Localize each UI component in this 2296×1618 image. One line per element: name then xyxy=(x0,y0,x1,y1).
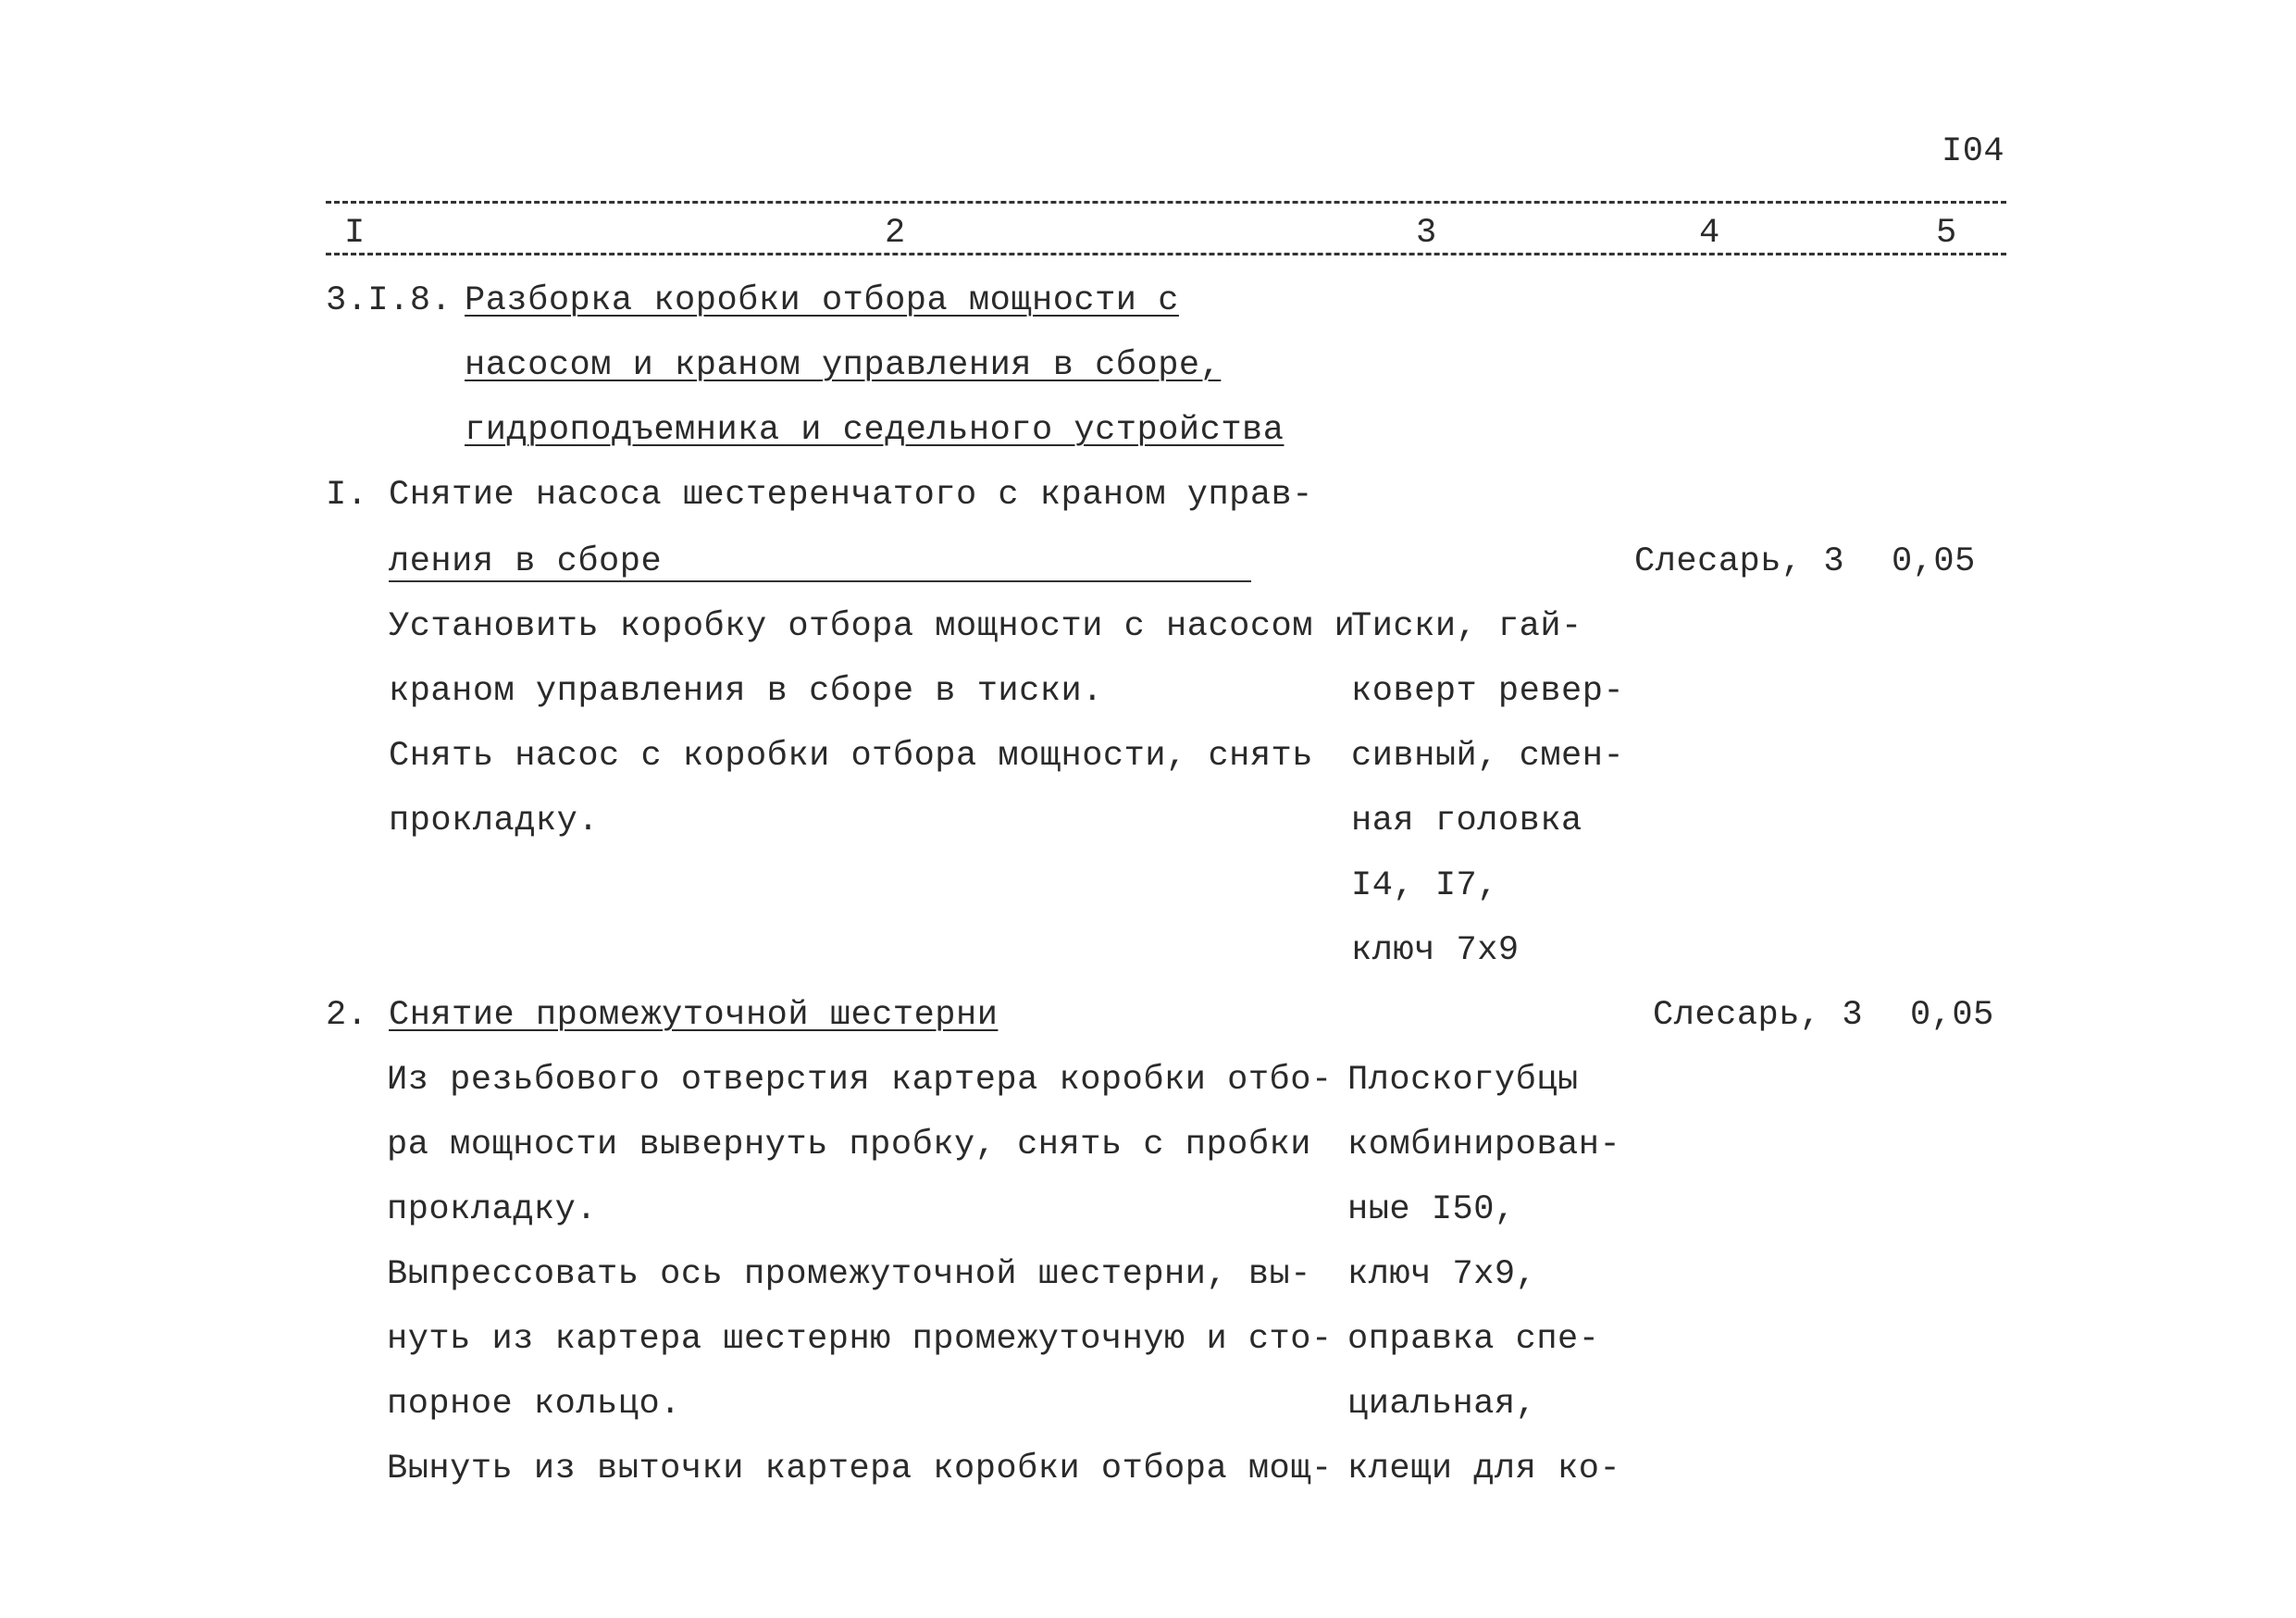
op1-number: I. xyxy=(326,476,368,515)
op1-tools-line-2: коверт ревер- xyxy=(1351,672,1625,711)
header-rule-top xyxy=(326,201,2006,204)
op1-title-underline xyxy=(389,580,1251,582)
op2-text-line-4: Выпрессовать ось промежуточной шестерни, вы- xyxy=(387,1255,1311,1294)
op2-tools-line-7: клещи для ко- xyxy=(1347,1450,1621,1488)
op1-worker: Слесарь, 3 xyxy=(1634,542,1845,581)
op1-text-line-2: краном управления в сборе в тиски. xyxy=(389,672,1103,711)
section-title-line-1: Разборка коробки отбора мощности с xyxy=(465,281,1179,320)
op1-tools-line-3: сивный, смен- xyxy=(1351,737,1625,776)
column-number-5: 5 xyxy=(1936,214,1957,253)
op2-text-line-2: ра мощности вывернуть пробку, снять с пробки xyxy=(387,1126,1311,1164)
op2-tools-line-1: Плоскогубцы xyxy=(1347,1061,1579,1100)
op2-title: Снятие промежуточной шестерни xyxy=(389,996,999,1035)
op1-title-line-1: Снятие насоса шестеренчатого с краном управ- xyxy=(389,476,1313,515)
column-number-4: 4 xyxy=(1699,214,1720,253)
header-rule-bottom xyxy=(326,253,2006,255)
section-title-line-3: гидроподъемника и седельного устройства xyxy=(465,411,1285,450)
op2-worker: Слесарь, 3 xyxy=(1653,996,1864,1035)
op1-tools-line-5: I4, I7, xyxy=(1351,866,1498,905)
op1-text-line-4: прокладку. xyxy=(389,802,600,840)
op2-text-line-5: нуть из картера шестерню промежуточную и сто- xyxy=(387,1320,1333,1359)
column-number-2: 2 xyxy=(885,214,906,253)
section-title-line-2: насосом и краном управления в сборе, xyxy=(465,346,1222,385)
op1-tools-line-4: ная головка xyxy=(1351,802,1582,840)
op2-text-line-7: Вынуть из выточки картера коробки отбора мощ- xyxy=(387,1450,1333,1488)
op2-tools-line-3: ные I50, xyxy=(1347,1190,1516,1229)
op2-tools-line-2: комбинирован- xyxy=(1347,1126,1621,1164)
op2-text-line-1: Из резьбового отверстия картера коробки отбо- xyxy=(387,1061,1333,1100)
page-number: I04 xyxy=(1942,132,2005,171)
op2-tools-line-6: циальная, xyxy=(1347,1385,1537,1424)
op1-text-line-3: Снять насос с коробки отбора мощности, снять xyxy=(389,737,1313,776)
op1-tools-line-6: ключ 7х9 xyxy=(1351,931,1520,970)
section-number: 3.I.8. xyxy=(326,281,453,320)
column-number-3: 3 xyxy=(1416,214,1437,253)
op2-tools-line-5: оправка спе- xyxy=(1347,1320,1600,1359)
op2-text-line-3: прокладку. xyxy=(387,1190,598,1229)
op1-time: 0,05 xyxy=(1892,542,1976,581)
op1-text-line-1: Установить коробку отбора мощности с насосом и xyxy=(389,607,1356,646)
op2-text-line-6: порное кольцо. xyxy=(387,1385,681,1424)
op1-title-line-2: ления в сборе xyxy=(389,542,663,581)
op2-tools-line-4: ключ 7х9, xyxy=(1347,1255,1537,1294)
op2-time: 0,05 xyxy=(1910,996,1994,1035)
op1-tools-line-1: Тиски, гай- xyxy=(1351,607,1582,646)
op2-number: 2. xyxy=(326,996,368,1035)
column-number-1: I xyxy=(344,214,366,253)
